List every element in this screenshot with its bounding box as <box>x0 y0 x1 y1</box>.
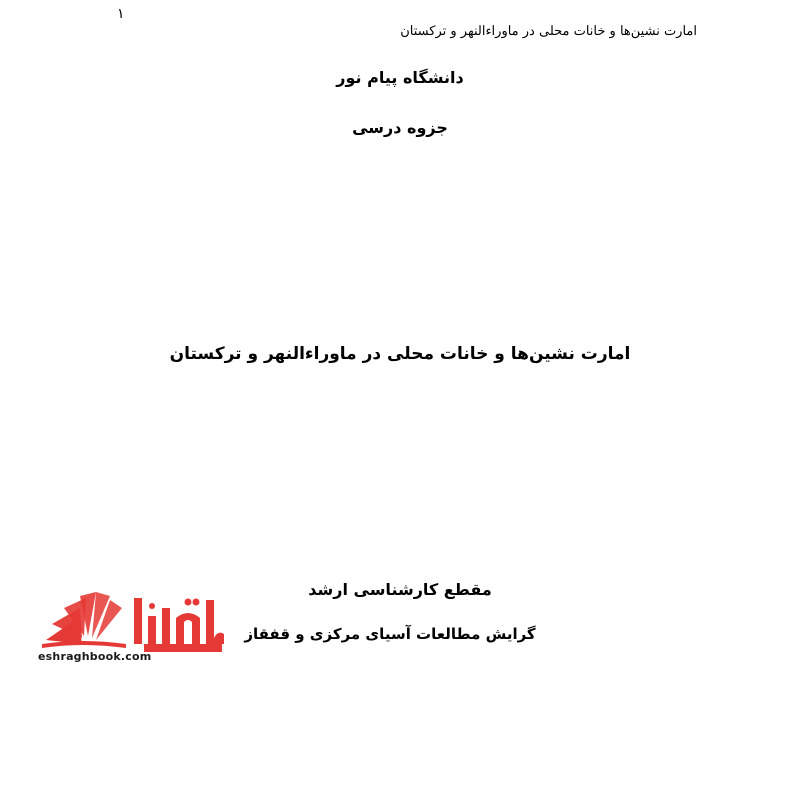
running-header: امارت نشین‌ها و خانات محلی در ماوراءالنهر و ترکستان <box>400 24 697 39</box>
university-name: دانشگاه پیام نور <box>336 68 464 87</box>
watermark-site: eshraghbook.com <box>38 650 152 663</box>
page-number: ۱ <box>117 6 125 22</box>
document-type: جزوه درسی <box>352 118 448 137</box>
specialization: گرایش مطالعات آسیای مرکزی و قفقاز <box>244 625 536 643</box>
document-title: امارت نشین‌ها و خانات محلی در ماوراءالنهر و ترکستان <box>169 344 631 364</box>
degree-level: مقطع کارشناسی ارشد <box>308 580 492 599</box>
